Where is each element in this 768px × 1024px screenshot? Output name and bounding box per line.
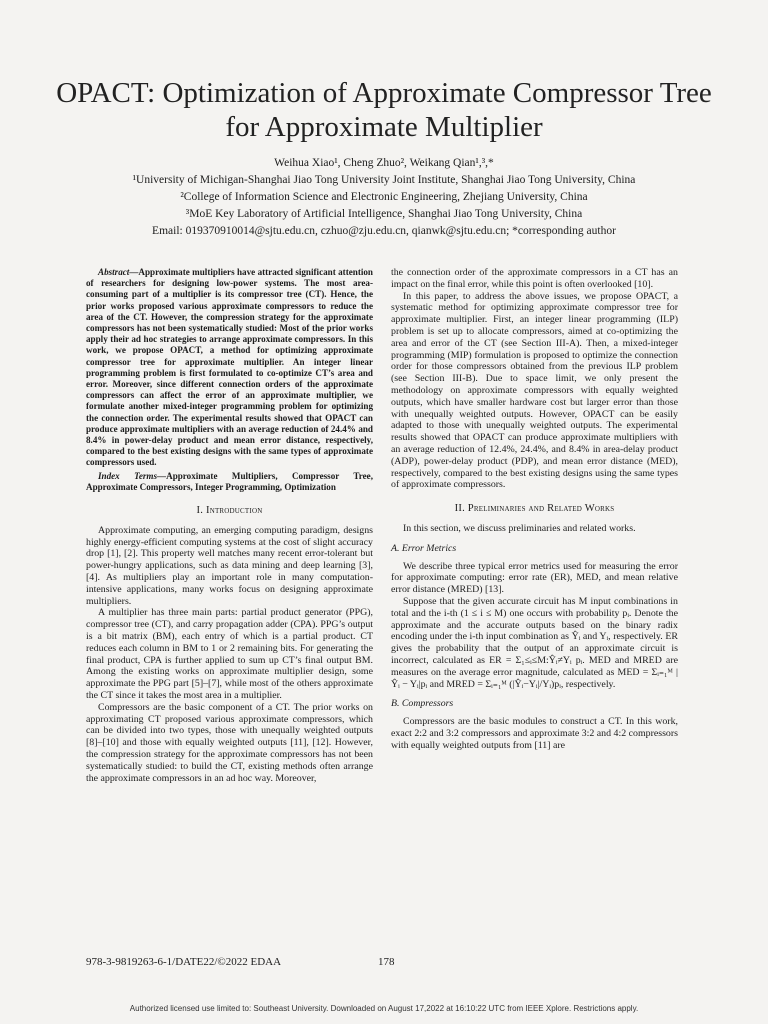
index-terms-text: Approximate Multipliers, Compressor Tree, Approximate Compressors, Integer Programming, Optimization: [86, 470, 373, 492]
affiliation-1: ¹University of Michigan-Shanghai Jiao Tong University Joint Institute, Shanghai Jiao Tong University, China: [132, 174, 636, 186]
section-number: II.: [454, 503, 465, 515]
page-number: 178: [378, 956, 395, 968]
index-terms: [86, 471, 373, 493]
author-block: [40, 155, 728, 240]
paragraph: Compressors are the basic modules to construct a CT. In this work, exact 2:2 and 3:2 compressors and approximate 3:2 and 4:2 compressors with equally weighted outputs from [11] are: [391, 716, 678, 751]
abstract-label: Abstract—: [98, 267, 139, 277]
section-title: Introduction: [205, 505, 263, 517]
section-heading-preliminaries: [391, 503, 678, 515]
left-column: [86, 267, 373, 784]
section-number: I.: [196, 505, 204, 517]
paragraph: We describe three typical error metrics used for measuring the error for approximate computing: error rate (ER), MED, and mean relative error distance (MRED) [13].: [391, 560, 678, 596]
isbn-footer: 978-3-9819263-6-1/DATE22/©2022 EDAA: [86, 956, 282, 968]
author-emails: Email: 019370910014@sjtu.edu.cn, czhuo@zju.edu.cn, qianwk@sjtu.edu.cn; *corresponding author: [152, 225, 616, 237]
paragraph: Suppose that the given accurate circuit has M input combinations in total and the i-th (1 ≤ i ≤ M) one occurs with probability pᵢ. Denote the approximate and the accurate outputs based on the binary radix encoding under the i-th input combination as Ŷᵢ and Yᵢ, respectively. ER gives the probability that the output of an approximate circuit is incorrect, calculated as ER = Σ₁≤ᵢ≤M:Ŷᵢ≠Yᵢ pᵢ. MED and MRED are measures on the average error magnitude, calculated as MED = Σᵢ₌₁ᴹ |Ŷᵢ − Yᵢ|pᵢ and MRED = Σᵢ₌₁ᴹ (|Ŷᵢ−Yᵢ|/Yᵢ)pᵢ, respectively.: [391, 595, 678, 690]
subsection-heading-compressors: B. Compressors: [391, 698, 454, 710]
license-notice: Authorized licensed use limited to: Southeast University. Downloaded on August 17,2022 at 16:10:22 UTC from IEEE Xplore. Restrictions apply.: [129, 1004, 639, 1013]
paper-title: OPACT: Optimization of Approximate Compressor Tree for Approximate Multiplier: [56, 77, 712, 143]
right-column: [391, 267, 678, 751]
affiliation-2: ²College of Information Science and Electronic Engineering, Zhejiang University, China: [180, 191, 588, 203]
index-terms-label: Index Terms—: [98, 470, 167, 481]
affiliation-3: ³MoE Key Laboratory of Artificial Intelligence, Shanghai Jiao Tong University, China: [185, 208, 583, 220]
paragraph: In this paper, to address the above issues, we propose OPACT, a systematic method for optimizing approximate compressor tree for approximate multiplier. First, an integer linear programming (ILP) problem is set up to allocate compressors, aimed at co-optimizing the area and error of the CT (see Section III-A). Then, a mixed-integer programming (MIP) formulation is proposed to optimize the connection order for those compressors obtained from the previous ILP problem (see Section III-B). Due to space limit, we only present the methodology on approximate compressors with equally weighted outputs, which have smaller hardware cost but larger error than those with unequally weighted outputs. However, OPACT can be easily adapted to those with unequally weighted outputs. The experimental results showed that OPACT can produce approximate multipliers with an average reduction of 12.4%, 24.4%, and 8.4% in area-delay product (ADP), power-delay product (PDP), and mean error distance (MED), respectively, compared to the best existing designs using the same types of approximate compressors.: [391, 290, 678, 491]
paragraph: the connection order of the approximate compressors in a CT has an impact on the final error, while this point is often overlooked [10].: [391, 267, 678, 290]
abstract: [86, 267, 373, 469]
section-heading-introduction: [86, 505, 373, 517]
author-names: Weihua Xiao¹, Cheng Zhuo², Weikang Qian¹,³,*: [274, 157, 494, 169]
section-title: Preliminaries and Related Works: [467, 503, 615, 515]
abstract-text: Approximate multipliers have attracted significant attention of researchers for designing low-power systems. The most area-consuming part of a multiplier is its compressor tree (CT). Hence, the prior works proposed various approximate compressors to reduce the area of the CT. However, the compression strategy for the approximate compressors has not been systematically studied: Most of the prior works apply their ad hoc strategies to arrange approximate compressors. In this work, we propose OPACT, a method for optimizing approximate compressor tree for approximate multiplier. An integer linear programming problem is first formulated to co-optimize CT’s area and error. Moreover, since different connection orders of the approximate compressors can affect the error of an approximate multiplier, we formulate another mixed-integer programming problem for optimizing the connection order. The experimental results showed that OPACT can produce approximate multipliers with an average reduction of 24.4% and 8.4% in power-delay product and mean error distance, respectively, compared to the best existing designs with the same types of approximate compressors used.: [86, 267, 373, 468]
paragraph: Compressors are the basic component of a CT. The prior works on approximating CT proposed various approximate compressors, which can be divided into two types, those with unequally weighted outputs [8]–[10] and those with equally weighted outputs [11], [12]. However, the compression strategy for the approximate compressors has not been systematically studied: to build the CT, existing methods often arrange the approximate compressors in an ad hoc way. Moreover,: [86, 701, 373, 784]
paragraph: A multiplier has three main parts: partial product generator (PPG), compressor tree (CT), and carry propagation adder (CPA). PPG’s output is a bit matrix (BM), each entry of which is a partial product. CT reduces each column in BM to 1 or 2 remaining bits. For generating the final product, CPA is further applied to sum up CT’s final output BM. Among the existing works on approximate multiplier design, some approximate the PPG part [5]–[7], while most of the others approximate the CT since it takes the most area in a multiplier.: [86, 607, 373, 702]
subsection-heading-error-metrics: A. Error Metrics: [391, 542, 457, 554]
paragraph: Approximate computing, an emerging computing paradigm, designs highly energy-efficient computing systems at the cost of slight accuracy drop [1], [2]. This property well matches many recent error-tolerant but power-hungry applications, such as data mining and deep learning [3], [4]. As multipliers play an important role in many computation-intensive applications, many works focus on designing approximate multipliers.: [86, 524, 373, 607]
paragraph: In this section, we discuss preliminaries and related works.: [403, 522, 636, 534]
